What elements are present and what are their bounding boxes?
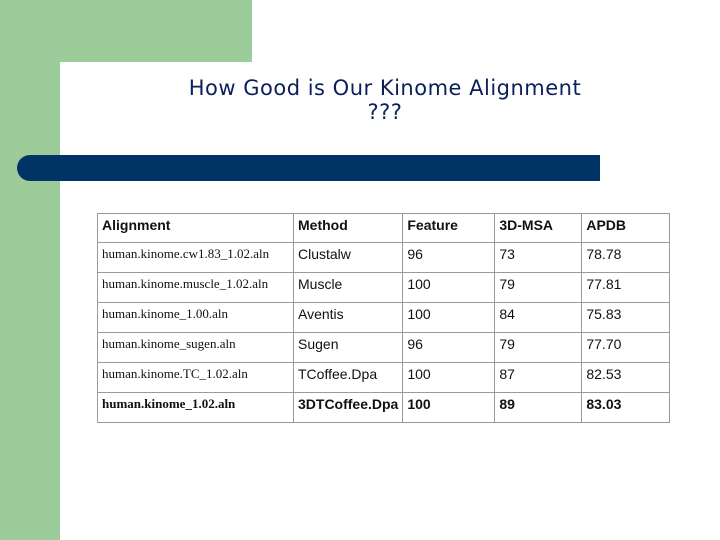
cell-alignment: human.kinome_sugen.aln [98,333,294,363]
cell-3d-msa: 87 [495,363,582,393]
cell-3d-msa: 89 [495,393,582,423]
cell-alignment: human.kinome_1.00.aln [98,303,294,333]
cell-feature: 96 [403,333,495,363]
cell-apdb: 83.03 [582,393,670,423]
table-row [98,273,670,303]
cell-method: Muscle [294,273,403,303]
table-row [98,333,670,363]
table-row [98,243,670,273]
table-row [98,363,670,393]
cell-feature: 100 [403,363,495,393]
table-row [98,303,670,333]
title-divider-bar [17,155,600,181]
header-3d-msa: 3D-MSA [495,214,582,243]
cell-alignment: human.kinome_1.02.aln [98,393,294,423]
table-row-best [98,393,670,423]
slide-title-line-2: ??? [367,100,403,124]
cell-feature: 100 [403,303,495,333]
cell-method: Clustalw [294,243,403,273]
cell-3d-msa: 73 [495,243,582,273]
cell-apdb: 77.70 [582,333,670,363]
slide-title [150,76,620,124]
alignment-results-table [97,213,670,423]
cell-feature: 100 [403,273,495,303]
table-header-row [98,214,670,243]
sidebar-green-bar [0,0,60,540]
slide-title-line-1: How Good is Our Kinome Alignment [188,76,582,100]
header-apdb: APDB [582,214,670,243]
cell-feature: 100 [403,393,495,423]
cell-3d-msa: 79 [495,273,582,303]
cell-apdb: 78.78 [582,243,670,273]
cell-method: Aventis [294,303,403,333]
cell-apdb: 75.83 [582,303,670,333]
cell-apdb: 82.53 [582,363,670,393]
cell-method: 3DTCoffee.Dpa [294,393,403,423]
cell-feature: 96 [403,243,495,273]
header-method: Method [294,214,403,243]
cell-alignment: human.kinome.cw1.83_1.02.aln [98,243,294,273]
content-corner [60,62,120,122]
top-green-corner [60,0,252,62]
cell-3d-msa: 84 [495,303,582,333]
cell-3d-msa: 79 [495,333,582,363]
cell-alignment: human.kinome.TC_1.02.aln [98,363,294,393]
cell-method: Sugen [294,333,403,363]
header-feature: Feature [403,214,495,243]
cell-alignment: human.kinome.muscle_1.02.aln [98,273,294,303]
header-alignment: Alignment [98,214,294,243]
cell-method: TCoffee.Dpa [294,363,403,393]
cell-apdb: 77.81 [582,273,670,303]
